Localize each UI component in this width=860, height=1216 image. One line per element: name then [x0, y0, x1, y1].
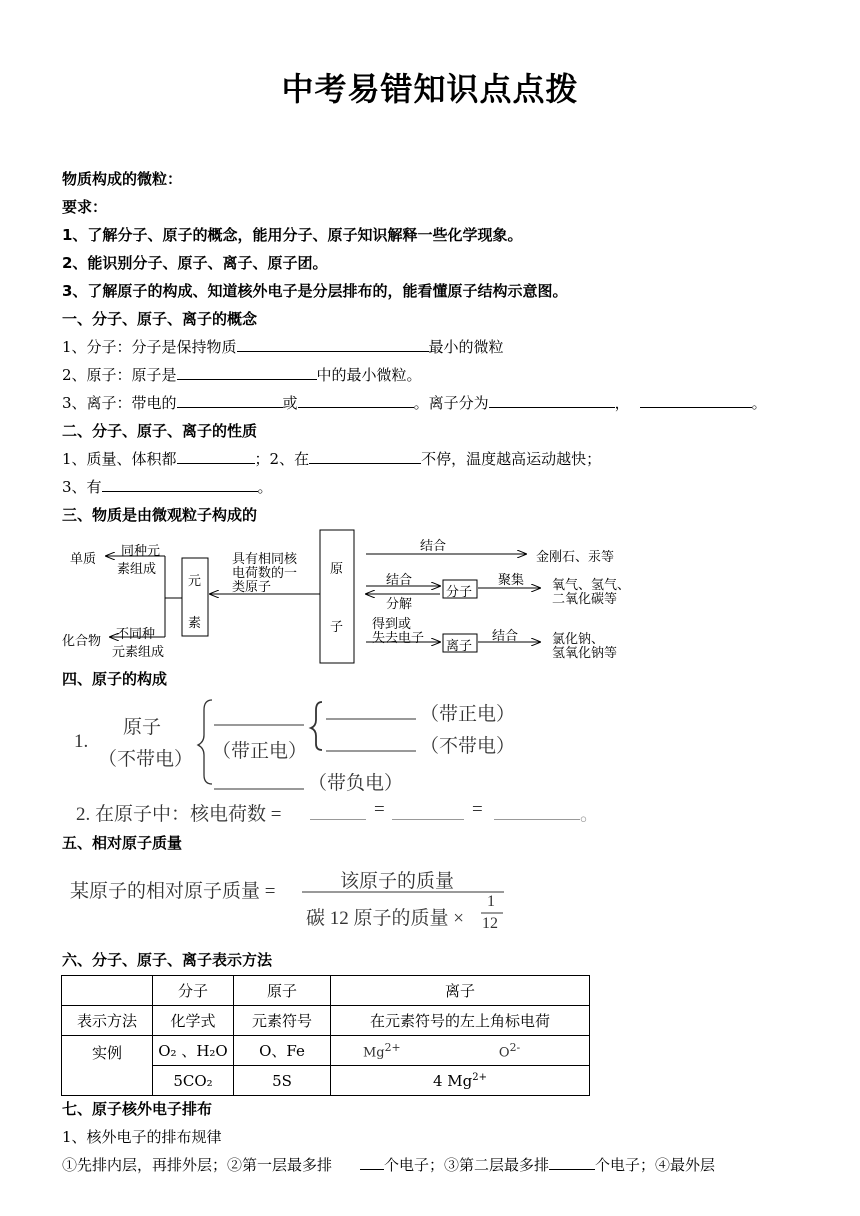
compound-label: 化合物	[62, 634, 102, 649]
table-cell: 5S	[234, 1066, 331, 1096]
salts-label-2: 氢氧化钠等	[552, 646, 618, 661]
s7-line-2	[62, 1155, 715, 1175]
blank[interactable]	[360, 1155, 384, 1170]
s4-atom: 原子	[123, 717, 162, 738]
fraction-twelve: 12	[482, 915, 498, 932]
table-cell: 元素符号	[234, 1006, 331, 1036]
atom-char-2: 子	[330, 620, 344, 635]
gain-lose-label-1: 得到或	[372, 617, 412, 632]
s4-neutron-neutral: （不带电）	[420, 736, 516, 757]
ion-o: O	[498, 1045, 510, 1061]
requirement-3: 3、了解原子的构成、知道核外电子是分层排布的，能看懂原子结构示意图。	[62, 282, 568, 300]
combine-label-2: 结合	[386, 573, 413, 588]
s4-neutral: （不带电）	[98, 749, 194, 770]
fraction-one: 1	[487, 893, 495, 910]
table-cell: 5CO₂	[153, 1066, 234, 1096]
gases-label-2: 二氧化碳等	[552, 592, 618, 607]
s4-nucleus-positive: （带正电）	[212, 741, 308, 762]
table-cell: 化学式	[153, 1006, 234, 1036]
s7-l2b: 个电子；③第二层最多排	[384, 1156, 550, 1174]
s7-line-1: 1、核外电子的排布规律	[62, 1128, 222, 1146]
section-2-heading: 二、分子、原子、离子的性质	[62, 422, 258, 440]
table-cell-ion-count: 4 $Mg^{2+}$	[331, 1066, 590, 1096]
s2-l2a: 3、有	[62, 478, 102, 496]
salts-label-1: 氯化钠、	[552, 632, 605, 647]
same-charge-label-2: 电荷数的一	[232, 566, 298, 581]
s1-l2b: 中的最小微粒。	[316, 366, 422, 384]
s4-line-2: 2. 在原子中：核电荷数 =	[76, 804, 282, 825]
combine-label-3: 结合	[492, 629, 519, 644]
table-header-ion: 离子	[331, 976, 590, 1006]
s7-l2c: 个电子；④最外层	[595, 1156, 716, 1174]
table-cell: O₂ 、H₂O	[153, 1036, 234, 1066]
ion-label: 离子	[446, 639, 473, 654]
s1-l3a: 3、离子：带电的	[62, 394, 177, 412]
atom-char-1: 原	[330, 562, 344, 577]
same-element-label-1: 同种元	[121, 544, 161, 559]
s4-eq-1: =	[374, 799, 385, 820]
representation-table	[61, 975, 590, 1096]
requirement-2: 2、能识别分子、原子、离子、原子团。	[62, 254, 328, 272]
simple-substance-label: 单质	[70, 552, 97, 567]
table-cell: 表示方法	[62, 1006, 153, 1036]
molecule-label: 分子	[446, 585, 473, 600]
section-7-heading: 七、原子核外电子排布	[62, 1100, 213, 1118]
table-row	[62, 1006, 590, 1036]
requirement-1: 1、了解分子、原子的概念，能用分子、原子知识解释一些化学现象。	[62, 226, 523, 244]
s2-l2b: 。	[257, 478, 273, 496]
table-cell: 实例	[62, 1036, 153, 1096]
s2-l1b: ；2、在	[254, 450, 310, 468]
table-cell: 在元素符号的左上角标电荷	[331, 1006, 590, 1036]
table-cell-ion-examples: $Mg^{2+}$ $O^{2-}$	[331, 1036, 590, 1066]
s1-l3d: ，	[614, 394, 630, 412]
requirement-label: 要求：	[62, 198, 108, 216]
section-4-heading: 四、原子的构成	[62, 670, 168, 688]
blank[interactable]	[549, 1155, 595, 1170]
section-3-heading: 三、物质是由微观粒子构成的	[62, 506, 258, 524]
s1-l2a: 2、原子：原子是	[62, 366, 177, 384]
diff-element-label-1: 不同种	[116, 627, 156, 642]
s1-l3b: 或	[282, 394, 298, 412]
decompose-label: 分解	[386, 597, 413, 612]
element-char-2: 素	[188, 616, 202, 631]
table-cell: O、Fe	[234, 1036, 331, 1066]
same-charge-label-1: 具有相同核	[232, 552, 298, 567]
table-header-molecule: 分子	[153, 976, 234, 1006]
relative-mass-lhs: 某原子的相对原子质量 =	[70, 881, 276, 902]
section-6-heading: 六、分子、原子、离子表示方法	[62, 951, 273, 969]
s2-l1c: 不停，温度越高运动越快；	[421, 450, 602, 468]
table-row	[62, 1036, 590, 1066]
ion-mg: Mg	[363, 1045, 385, 1061]
s7-l2a: ①先排内层，再排外层；②第一层最多排	[62, 1156, 333, 1174]
gain-lose-label-2: 失去电子	[372, 631, 425, 646]
s4-eq-2: =	[472, 799, 483, 820]
diamond-mercury-label: 金刚石、汞等	[536, 550, 615, 565]
aggregate-label: 聚集	[498, 573, 525, 588]
gases-label-1: 氧气、氢气、	[552, 578, 631, 593]
page-title: 中考易错知识点点拨	[281, 70, 579, 108]
section-1-heading: 一、分子、原子、离子的概念	[62, 310, 258, 328]
s1-l3e: 。	[751, 394, 767, 412]
section-5-heading: 五、相对原子质量	[62, 834, 183, 852]
diff-element-label-2: 元素组成	[112, 645, 165, 660]
s1-l3c: 。离子分为	[413, 394, 489, 412]
s4-num-1: 1.	[74, 731, 89, 752]
s4-electron-negative: （带负电）	[308, 773, 404, 794]
s4-proton-positive: （带正电）	[420, 704, 516, 725]
intro-heading: 物质构成的微粒：	[62, 170, 183, 188]
element-char-1: 元	[188, 574, 202, 589]
s2-l1a: 1、质量、体积都	[62, 450, 177, 468]
s4-end: 。	[580, 804, 600, 825]
table-header-atom: 原子	[234, 976, 331, 1006]
s1-l1b: 最小的微粒	[428, 338, 504, 356]
combine-label-1: 结合	[420, 539, 447, 554]
same-charge-label-3: 类原子	[232, 580, 272, 595]
same-element-label-2: 素组成	[117, 562, 157, 577]
s1-l1a: 1、分子：分子是保持物质	[62, 338, 237, 356]
relative-mass-denominator: 碳 12 原子的质量 ×	[306, 908, 464, 929]
relative-mass-numerator: 该原子的质量	[340, 871, 455, 892]
table-row	[62, 976, 590, 1006]
